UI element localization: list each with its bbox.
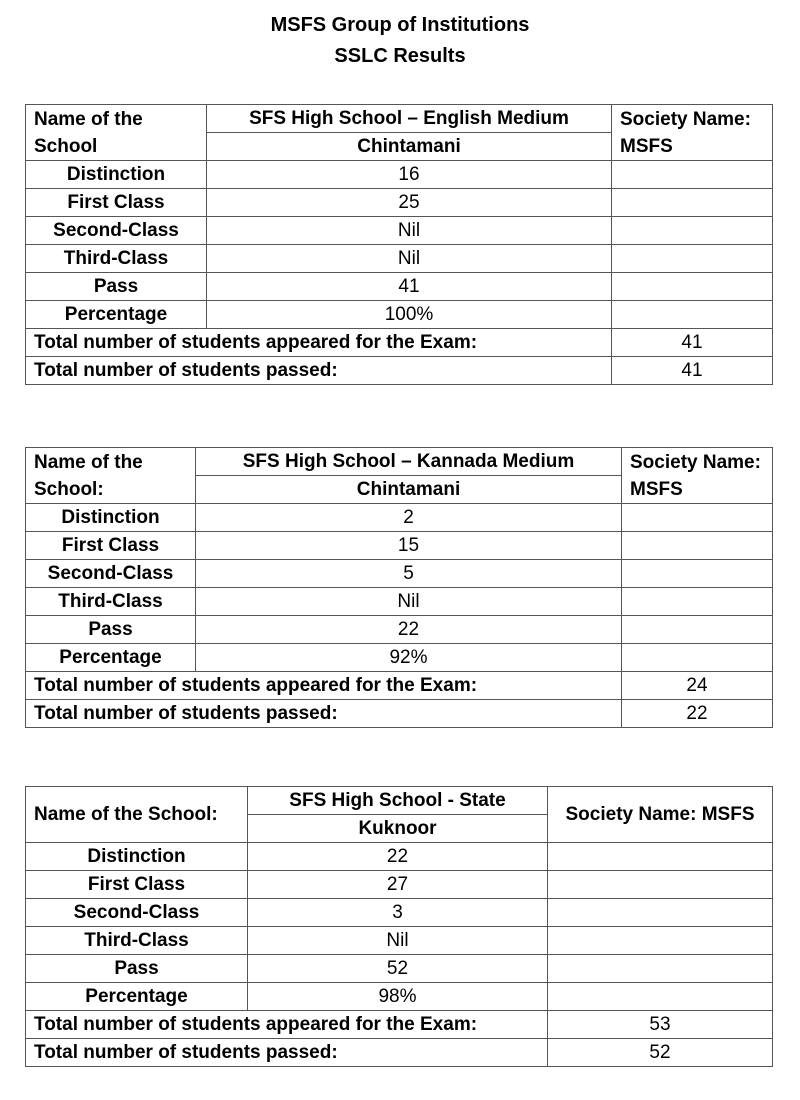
school-place: Chintamani <box>196 476 622 504</box>
empty-cell <box>548 843 773 871</box>
row-value: 22 <box>248 843 548 871</box>
total-passed-label: Total number of students passed: <box>26 700 622 728</box>
total-passed-value: 52 <box>548 1039 773 1067</box>
table-row <box>26 927 773 955</box>
row-value: 52 <box>248 955 548 983</box>
table-row <box>26 504 773 532</box>
school-place: Kuknoor <box>248 815 548 843</box>
row-value: 25 <box>207 189 612 217</box>
row-label: Second-Class <box>26 560 196 588</box>
table-row <box>26 301 773 329</box>
table-row <box>26 983 773 1011</box>
row-value: 100% <box>207 301 612 329</box>
name-label: Name of the School: <box>26 448 196 504</box>
row-label: Third-Class <box>26 588 196 616</box>
empty-cell <box>622 644 773 672</box>
school-place: Chintamani <box>207 133 612 161</box>
society-name: Society Name: MSFS <box>612 105 773 161</box>
row-value: Nil <box>196 588 622 616</box>
total-passed-label: Total number of students passed: <box>26 357 612 385</box>
empty-cell <box>612 245 773 273</box>
total-appeared-label: Total number of students appeared for the Exam: <box>26 329 612 357</box>
row-value: Nil <box>248 927 548 955</box>
row-label: Pass <box>26 616 196 644</box>
table-row <box>26 588 773 616</box>
row-label: Distinction <box>26 843 248 871</box>
row-value: 27 <box>248 871 548 899</box>
empty-cell <box>612 189 773 217</box>
empty-cell <box>548 983 773 1011</box>
total-passed-value: 41 <box>612 357 773 385</box>
row-value: Nil <box>207 217 612 245</box>
table-row <box>26 843 773 871</box>
name-label: Name of the School: <box>26 787 248 843</box>
total-appeared-value: 53 <box>548 1011 773 1039</box>
row-value: 16 <box>207 161 612 189</box>
total-passed-label: Total number of students passed: <box>26 1039 548 1067</box>
table-row <box>26 273 773 301</box>
table-row <box>26 899 773 927</box>
row-value: 15 <box>196 532 622 560</box>
empty-cell <box>612 301 773 329</box>
row-value: 22 <box>196 616 622 644</box>
table-row <box>26 560 773 588</box>
total-appeared-row <box>26 1011 773 1039</box>
total-passed-row <box>26 700 773 728</box>
empty-cell <box>612 217 773 245</box>
table-row <box>26 871 773 899</box>
row-label: Pass <box>26 955 248 983</box>
society-name: Society Name: MSFS <box>548 787 773 843</box>
row-value: Nil <box>207 245 612 273</box>
row-label: Third-Class <box>26 927 248 955</box>
empty-cell <box>622 532 773 560</box>
table-row <box>26 955 773 983</box>
total-appeared-value: 41 <box>612 329 773 357</box>
empty-cell <box>548 955 773 983</box>
row-label: Pass <box>26 273 207 301</box>
row-label: Second-Class <box>26 899 248 927</box>
row-label: First Class <box>26 871 248 899</box>
row-label: Second-Class <box>26 217 207 245</box>
table-row <box>26 161 773 189</box>
empty-cell <box>622 560 773 588</box>
society-name: Society Name: MSFS <box>622 448 773 504</box>
total-passed-row <box>26 1039 773 1067</box>
empty-cell <box>622 616 773 644</box>
row-label: Percentage <box>26 644 196 672</box>
row-value: 2 <box>196 504 622 532</box>
table-row <box>26 644 773 672</box>
table-row <box>26 616 773 644</box>
total-appeared-value: 24 <box>622 672 773 700</box>
empty-cell <box>548 899 773 927</box>
table-row <box>26 532 773 560</box>
table-row <box>26 189 773 217</box>
table-row <box>26 217 773 245</box>
document-title: MSFS Group of Institutions <box>270 14 530 36</box>
empty-cell <box>622 504 773 532</box>
row-label: Distinction <box>26 161 207 189</box>
name-label: Name of the School <box>26 105 207 161</box>
total-appeared-label: Total number of students appeared for the Exam: <box>26 1011 548 1039</box>
empty-cell <box>622 588 773 616</box>
row-label: Third-Class <box>26 245 207 273</box>
row-label: Distinction <box>26 504 196 532</box>
row-label: First Class <box>26 532 196 560</box>
empty-cell <box>548 927 773 955</box>
row-value: 3 <box>248 899 548 927</box>
empty-cell <box>612 161 773 189</box>
row-label: Percentage <box>26 983 248 1011</box>
results-table-english-medium <box>25 104 773 385</box>
document-subtitle: SSLC Results <box>334 45 466 67</box>
empty-cell <box>548 871 773 899</box>
total-passed-value: 22 <box>622 700 773 728</box>
row-value: 98% <box>248 983 548 1011</box>
row-value: 92% <box>196 644 622 672</box>
table-row <box>26 245 773 273</box>
row-value: 41 <box>207 273 612 301</box>
row-value: 5 <box>196 560 622 588</box>
school-name: SFS High School - State <box>248 787 548 815</box>
row-label: First Class <box>26 189 207 217</box>
school-name: SFS High School – Kannada Medium <box>196 448 622 476</box>
results-table-kannada-medium <box>25 447 773 728</box>
school-name: SFS High School – English Medium <box>207 105 612 133</box>
total-appeared-row <box>26 672 773 700</box>
row-label: Percentage <box>26 301 207 329</box>
empty-cell <box>612 273 773 301</box>
total-appeared-label: Total number of students appeared for the Exam: <box>26 672 622 700</box>
total-passed-row <box>26 357 773 385</box>
results-table-state <box>25 786 773 1067</box>
total-appeared-row <box>26 329 773 357</box>
